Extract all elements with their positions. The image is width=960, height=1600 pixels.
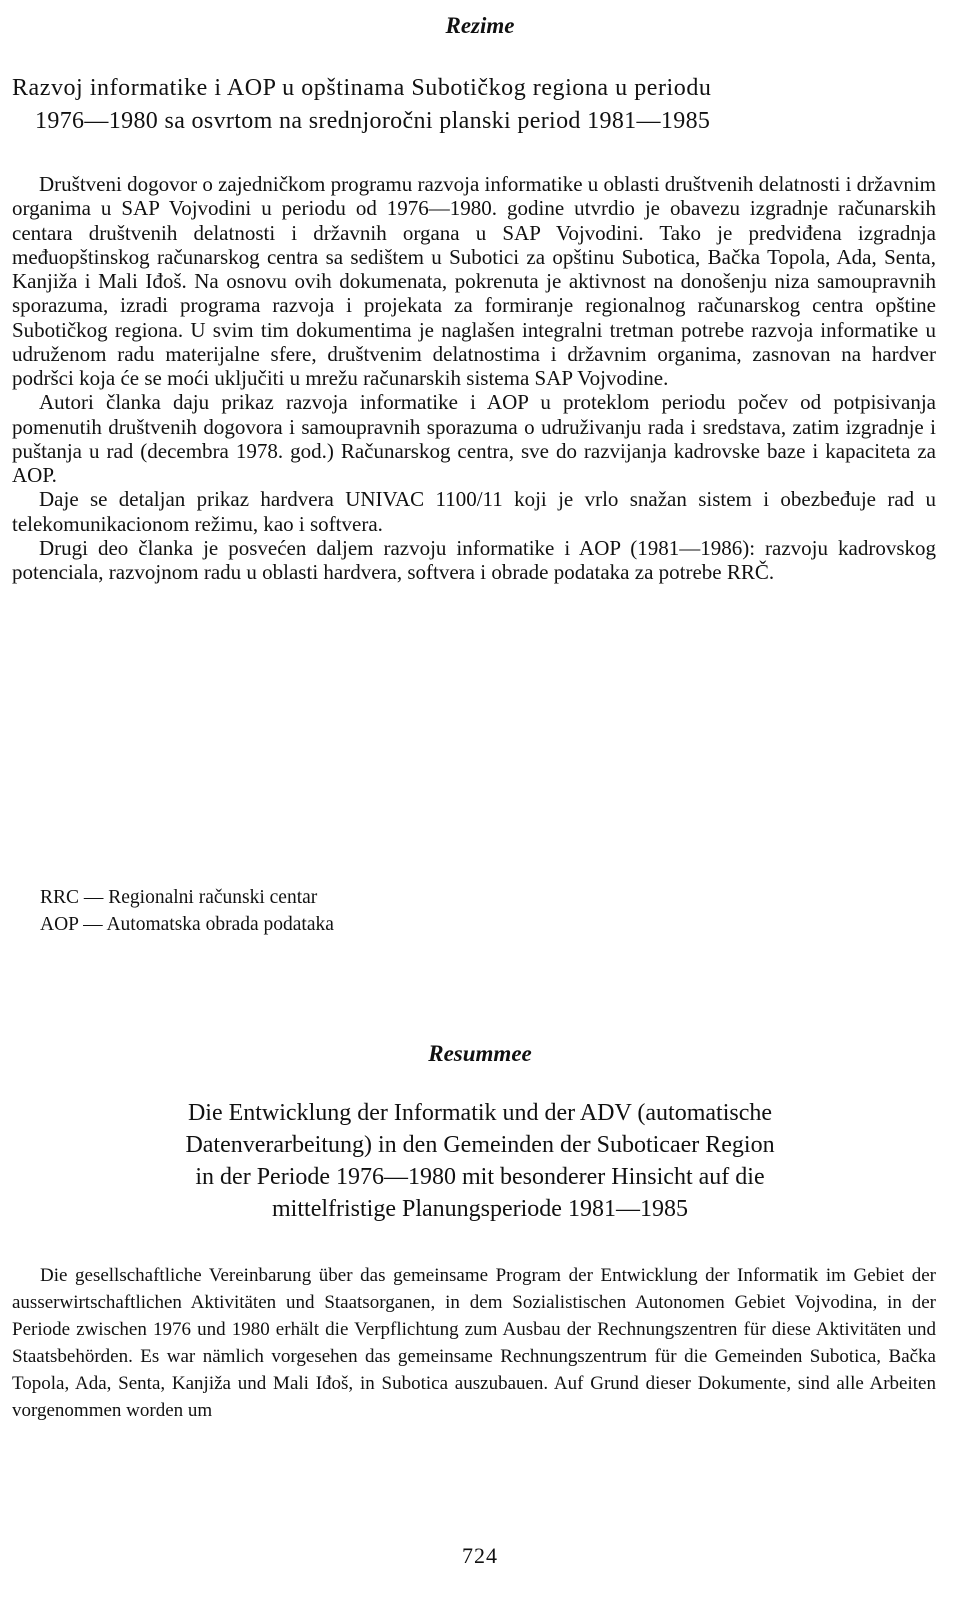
abbreviation-aop: AOP — Automatska obrada podataka	[40, 914, 334, 935]
german-summary-body	[12, 1262, 936, 1424]
serbian-paragraph: Društveni dogovor o zajedničkom programu razvoja informatike u oblasti društvenih delatnosti i državnim organima u SAP Vojvodini u periodu od 1976—1980. godine utvrdio je obavezu izgradnje računarskih centara društvenih delatnosti i državnih organa u SAP Vojvodini. Tako je predviđena izgradnja međuopštinskog računarskog centra sa sedištem u Subotici za opštinu Subotica, Bačka Topola, Ada, Senta, Kanjiža i Mali Iđoš. Na osnovu ovih dokumenata, pokrenuta je aktivnost na donošenju niza samoupravnih sporazuma, izradi programa razvoja i projekata za formiranje regionalnog računarskog centra opštine Subotičkog regiona. U svim tim dokumentima je naglašen integralni tretman potrebe razvoja informatike u udruženom radu materijalne sfere, društvenim delatnostima i državnim organima, zasnovan na hardver podršci koja će se moći uključiti u mrežu računarskih sistema SAP Vojvodine.	[12, 172, 936, 390]
german-article-title	[0, 1097, 960, 1225]
serbian-title-line: Razvoj informatike i AOP u opštinama Subotičkog regiona u periodu	[12, 75, 712, 101]
german-title-line: Datenverarbeitung) in den Gemeinden der Suboticaer Region	[185, 1132, 775, 1158]
resummee-heading: Resummee	[428, 1041, 532, 1066]
abbreviation-list	[40, 884, 640, 938]
page-number: 724	[462, 1543, 498, 1568]
serbian-paragraph: Daje se detaljan prikaz hardvera UNIVAC 1100/11 koji je vrlo snažan sistem i obezbeđuje rad u telekomunikacionom režimu, kao i softvera.	[12, 487, 936, 536]
german-paragraph: Die gesellschaftliche Vereinbarung über das gemeinsame Program der Entwicklung der Informatik im Gebiet der ausserwirtschaftlichen Aktivitäten und Staatsorganen, in dem Sozialistischen Autonomen Gebiet Vojvodina, in der Periode zwischen 1976 und 1980 erhält die Verpflichtung zum Ausbau der Rechnungszentren für diese Aktivitäten und Staatsbehörden. Es war nämlich vorgesehen das gemeinsame Rechnungszentrum für die Gemeinden Subotica, Bačka Topola, Ada, Senta, Kanjiža und Mali Iđoš, in Subotica auszubauen. Auf Grund dieser Dokumente, sind alle Arbeiten vorgenommen worden um	[12, 1265, 936, 1421]
serbian-paragraph: Drugi deo članka je posvećen daljem razvoju informatike i AOP (1981—1986): razvoju kadrovskog potenciala, razvojnom radu u oblasti hardvera, softvera i obrade podataka za potrebe RRČ.	[12, 535, 936, 584]
serbian-summary-body	[12, 172, 936, 584]
rezime-heading: Rezime	[445, 13, 515, 38]
serbian-article-title	[12, 72, 942, 138]
german-title-line: mittelfristige Planungsperiode 1981—1985	[272, 1196, 688, 1222]
abbreviation-rrc: RRC — Regionalni računski centar	[40, 887, 318, 908]
german-title-line: in der Periode 1976—1980 mit besonderer Hinsicht auf die	[195, 1164, 765, 1190]
german-title-line: Die Entwicklung der Informatik und der ADV (automatische	[187, 1100, 773, 1126]
serbian-paragraph: Autori članka daju prikaz razvoja informatike i AOP u proteklom periodu počev od potpisivanja pomenutih društvenih dogovora i samoupravnih sporazuma o udruživanju rada i sredstava, zatim izgradnje i puštanja u rad (decembra 1978. god.) Računarskog centra, sve do razvijanja kadrovske baze i kapaciteta za AOP.	[12, 390, 936, 487]
serbian-title-line: 1976—1980 sa osvrtom na srednjoročni planski period 1981—1985	[35, 108, 711, 134]
